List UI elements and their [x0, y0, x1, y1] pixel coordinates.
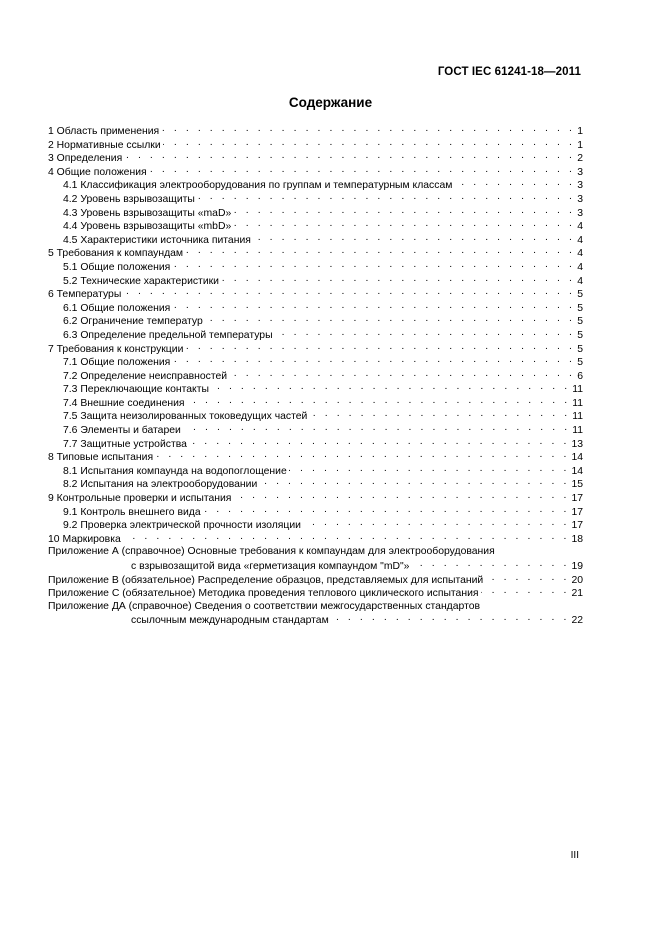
dot-leader [233, 219, 575, 229]
toc-entry[interactable] [48, 518, 583, 532]
toc-entry-page: 11 [572, 397, 583, 409]
toc-entry[interactable] [48, 138, 583, 152]
toc-entry-label: 6.3 Определение предельной температуры [63, 329, 273, 341]
toc-entry-label: 4.1 Классификация электрооборудования по группам и температурным классам [63, 180, 453, 192]
toc-entry-label: 4.5 Характеристики источника питания [63, 234, 251, 246]
toc-entry[interactable] [48, 342, 583, 356]
toc-entry-label: 8.1 Испытания компаунда на водопоглощение [63, 465, 287, 477]
dot-leader [161, 124, 575, 134]
toc-entry[interactable] [48, 532, 583, 546]
toc-entry-page: 17 [571, 493, 583, 505]
dot-leader [309, 409, 570, 419]
dot-leader [331, 613, 570, 623]
toc-entry-label: 7.1 Общие положения [63, 357, 171, 369]
dot-leader [211, 382, 570, 392]
dot-leader [233, 206, 575, 216]
toc-entry-page: 15 [571, 479, 583, 491]
toc-entry[interactable] [48, 464, 583, 478]
toc-entry[interactable] [48, 124, 583, 138]
table-of-contents [48, 124, 583, 627]
toc-entry-page: 11 [572, 411, 583, 423]
toc-entry-label: 7.2 Определение неисправностей [63, 370, 228, 382]
toc-entry-page: 18 [571, 533, 583, 545]
toc-entry[interactable] [48, 423, 583, 437]
toc-entry[interactable] [48, 382, 583, 396]
appendix-continuation [48, 613, 583, 627]
toc-entry-label: 3 Определения [48, 153, 123, 165]
dot-leader [229, 369, 575, 379]
toc-entry[interactable] [48, 206, 583, 220]
dot-leader [183, 423, 570, 433]
page-number: III [570, 850, 579, 861]
toc-entry[interactable] [48, 314, 583, 328]
toc-entry-label: 7.7 Защитные устройства [63, 438, 187, 450]
toc-entry-page: 1 [577, 126, 583, 137]
page-title: Содержание [288, 95, 373, 110]
toc-entry-page: 4 [577, 221, 583, 233]
appendix-row [48, 573, 583, 587]
toc-entry-label: 10 Маркировка [48, 533, 121, 545]
toc-entry-page: 3 [577, 207, 583, 219]
toc-entry-label: 7.6 Элементы и батареи [63, 425, 181, 437]
dot-leader [172, 301, 575, 311]
appendix-page: 20 [571, 574, 583, 586]
dot-leader [149, 165, 575, 175]
standard-header: ГОСТ IEC 61241-18—2011 [437, 66, 581, 78]
dot-leader [163, 138, 575, 148]
toc-entry-label: 7 Требования к конструкции [48, 343, 184, 355]
dot-leader [485, 573, 569, 583]
toc-entry[interactable] [48, 328, 583, 342]
toc-entry-label: 9.1 Контроль внешнего вида [63, 506, 201, 518]
toc-entry[interactable] [48, 450, 583, 464]
toc-entry[interactable] [48, 233, 583, 247]
toc-entry-label: 4 Общие положения [48, 166, 147, 178]
appendix-title: Приложение А (справочное) Основные требования к компаундам для электрооборудования [48, 546, 495, 558]
dot-leader [197, 192, 575, 202]
toc-entry-page: 3 [577, 180, 583, 192]
toc-entry-page: 1 [577, 139, 583, 151]
toc-entry-label: 8.2 Испытания на электрооборудовании [63, 479, 258, 491]
toc-entry-label: 6 Температуры [48, 289, 122, 301]
appendix-title: Приложение С (обязательное) Методика проведения теплового циклического испытания [48, 588, 479, 600]
toc-entry-page: 5 [577, 289, 583, 301]
toc-entry-page: 14 [571, 452, 583, 464]
toc-entry-label: 9.2 Проверка электрической прочности изоляции [63, 520, 301, 532]
toc-entry[interactable] [48, 437, 583, 451]
dot-leader [172, 260, 575, 270]
appendix-title: Приложение ДА (справочное) Сведения о соответствии межгосударственных стандартов [48, 600, 481, 612]
toc-entry-page: 5 [577, 316, 583, 328]
toc-entry[interactable] [48, 178, 583, 192]
appendix-subtitle: с взрывозащитой вида «герметизация компаундом "mD"» [131, 561, 410, 572]
dot-leader [481, 586, 570, 596]
toc-entry-page: 4 [577, 234, 583, 246]
toc-entry[interactable] [48, 355, 583, 369]
toc-entry[interactable] [48, 165, 583, 179]
toc-entry-label: 4.3 Уровень взрывозащиты «maD» [63, 207, 232, 219]
toc-entry[interactable] [48, 192, 583, 206]
toc-entry[interactable] [48, 260, 583, 274]
toc-entry-label: 8 Типовые испытания [48, 452, 154, 464]
toc-entry[interactable] [48, 369, 583, 383]
dot-leader [221, 274, 575, 284]
appendix-continuation [48, 559, 583, 573]
dot-leader [185, 246, 575, 256]
toc-entry-label: 4.4 Уровень взрывозащиты «mbD» [63, 221, 232, 233]
toc-entry-page: 5 [577, 302, 583, 314]
dot-leader [124, 151, 575, 161]
toc-entry-page: 11 [572, 384, 583, 396]
toc-entry[interactable] [48, 491, 583, 505]
dot-leader [303, 518, 569, 528]
appendix-title: Приложение В (обязательное) Распределение образцов, представляемых для испытаний [48, 574, 484, 586]
toc-entry-page: 5 [577, 357, 583, 369]
dot-leader [275, 328, 575, 338]
dot-leader [123, 532, 570, 542]
toc-entry-page: 2 [577, 153, 583, 165]
toc-entry[interactable] [48, 396, 583, 410]
appendix-entry[interactable] [48, 586, 583, 600]
appendix-subtitle: ссылочным международным стандартам [131, 615, 329, 627]
dot-leader [233, 491, 569, 501]
toc-entry[interactable] [48, 219, 583, 233]
toc-entry-page: 17 [571, 520, 583, 532]
dot-leader [205, 314, 575, 324]
toc-entry[interactable] [48, 477, 583, 491]
dot-leader [172, 355, 575, 365]
dot-leader [155, 450, 569, 460]
dot-leader [253, 233, 575, 243]
toc-entry-page: 6 [577, 370, 583, 382]
toc-entry-label: 9 Контрольные проверки и испытания [48, 493, 232, 505]
dot-leader [189, 437, 570, 447]
dot-leader [411, 559, 569, 569]
toc-entry-page: 11 [572, 425, 583, 437]
toc-entry-label: 6.2 Ограничение температур [63, 316, 203, 328]
appendix-entry[interactable] [48, 545, 583, 572]
toc-entry-page: 4 [577, 248, 583, 260]
toc-entry[interactable] [48, 246, 583, 260]
toc-entry-page: 4 [577, 275, 583, 287]
toc-entry[interactable] [48, 301, 583, 315]
dot-leader [187, 396, 571, 406]
toc-entry-page: 4 [577, 261, 583, 273]
toc-entry-page: 5 [577, 329, 583, 341]
dot-leader [259, 477, 569, 487]
dot-leader [454, 178, 575, 188]
appendix-page: 19 [571, 561, 583, 572]
toc-entry-page: 13 [571, 438, 583, 450]
toc-entry-label: 7.3 Переключающие контакты [63, 384, 209, 396]
toc-entry[interactable] [48, 274, 583, 288]
dot-leader [203, 505, 570, 515]
toc-entry-label: 2 Нормативные ссылки [48, 139, 161, 151]
toc-entry-page: 5 [577, 343, 583, 355]
appendix-entry[interactable] [48, 600, 583, 627]
appendix-row [48, 586, 583, 600]
toc-entry[interactable] [48, 287, 583, 301]
dot-leader [185, 342, 575, 352]
toc-entry-page: 3 [577, 193, 583, 205]
toc-entry[interactable] [48, 151, 583, 165]
dot-leader [289, 464, 570, 474]
toc-entry[interactable] [48, 505, 583, 519]
toc-entry-label: 7.5 Защита неизолированных токоведущих частей [63, 411, 308, 423]
toc-entry[interactable] [48, 409, 583, 423]
dot-leader [123, 287, 575, 297]
toc-entry-label: 7.4 Внешние соединения [63, 397, 185, 409]
toc-entry-page: 14 [571, 465, 583, 477]
toc-entry-page: 3 [577, 166, 583, 178]
appendix-entry[interactable] [48, 573, 583, 587]
toc-entry-label: 5 Требования к компаундам [48, 248, 184, 260]
toc-entry-label: 5.1 Общие положения [63, 261, 171, 273]
toc-entry-label: 5.2 Технические характеристики [63, 275, 219, 287]
toc-entry-page: 17 [571, 506, 583, 518]
toc-entry-label: 4.2 Уровень взрывозащиты [63, 193, 195, 205]
appendix-page: 21 [571, 588, 583, 600]
appendix-page: 22 [571, 615, 583, 627]
toc-entry-label: 1 Область применения [48, 126, 160, 137]
toc-entry-label: 6.1 Общие положения [63, 302, 171, 314]
